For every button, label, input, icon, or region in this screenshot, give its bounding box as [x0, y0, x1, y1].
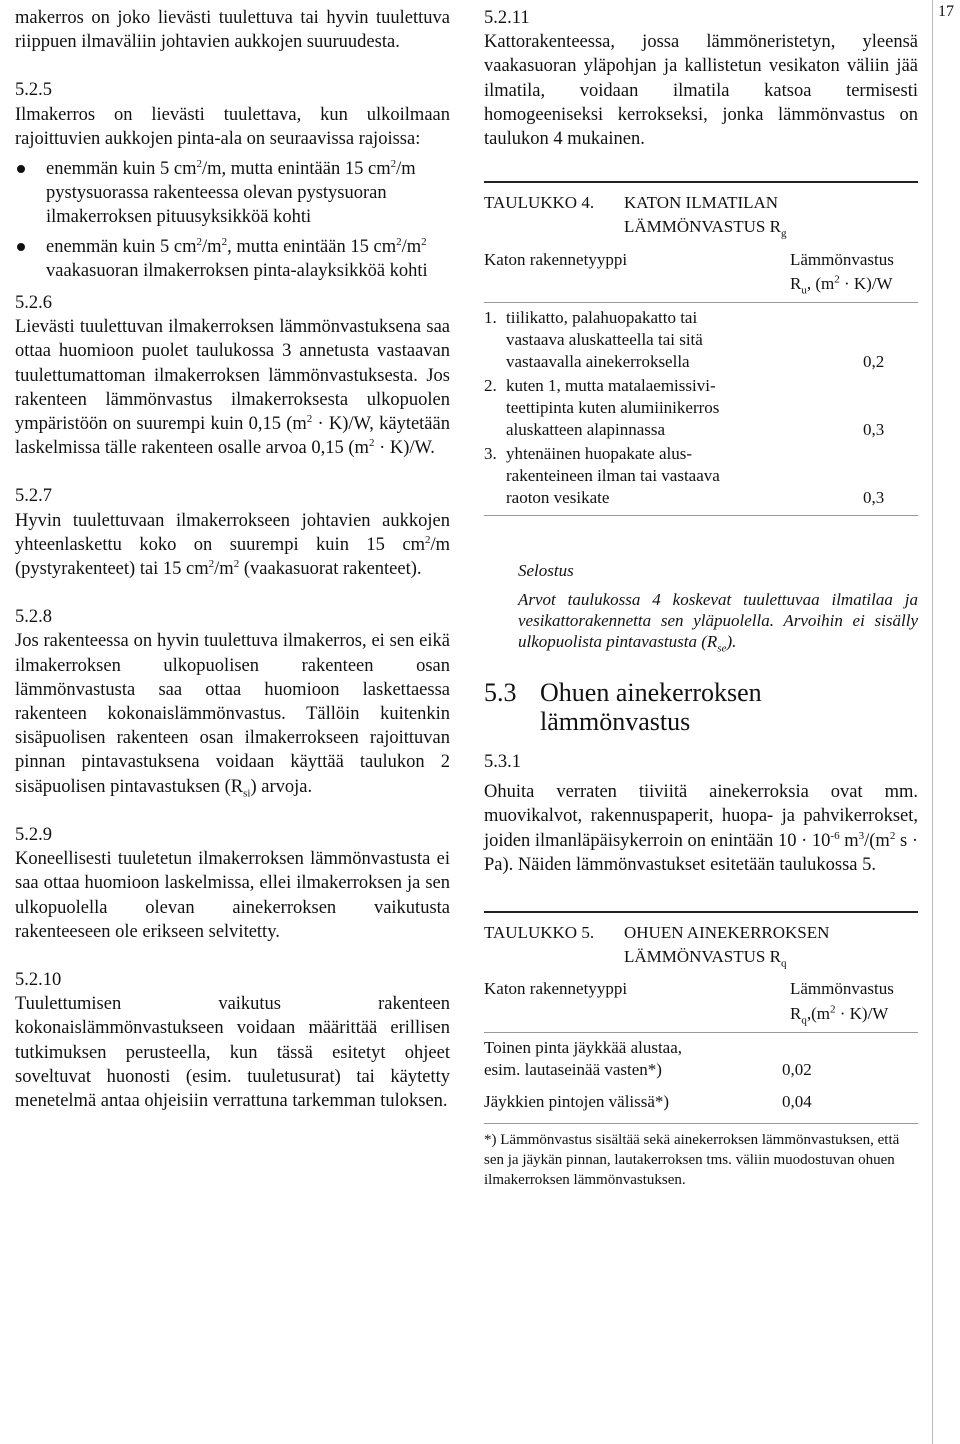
row-description: yhtenäinen huopakate alus- rakenteineen ilman tai vastaava raoton vesikate	[506, 444, 720, 508]
table-5-col2-header: Lämmönvastus $R_q,(m^2 \cdot K)/W$	[790, 979, 894, 1027]
table-5-header-rule	[484, 1032, 918, 1033]
table-5-label: TAULUKKO 5.	[484, 923, 595, 943]
section-number-5-2-10: 5.2.10	[15, 969, 62, 990]
table-4-bottom-rule	[484, 515, 918, 516]
table-4-header	[484, 248, 918, 296]
row-number: 2.	[484, 376, 497, 396]
table-row	[484, 443, 918, 509]
table-4	[484, 181, 918, 516]
table-4-title: KATON ILMATILAN LÄMMÖNVASTUS $R_g$	[624, 193, 787, 240]
page-number: 17	[938, 3, 954, 20]
section-5-2-7-text: Hyvin tuulettuvaan ilmakerrokseen johtavien aukkojen yhteenlaskettu koko on suurempi kuin 15 $cm^2/m$ (pystyrakenteet) tai 15 $cm^2/m^2$ (vaakasuorat rakenteet).	[15, 510, 450, 580]
row-description: tiilikatto, palahuopakatto tai vastaava aluskatteella tai sitä vastaavalla ainekerroksella	[506, 308, 703, 372]
table-4-label: TAULUKKO 4.	[484, 193, 595, 213]
section-5-3-1-text: Ohuita verraten tiiviitä ainekerroksia ovat mm. muovikalvot, rakennuspaperit, huopa- ja pahvikerrokset, joiden ilmanläpäisykerroin on enintään $10 \cdot 10^{-6}$ $m^3/(m^2$ s · Pa). Näiden lämmönvastukset esitetään taulukossa 5.	[484, 782, 918, 875]
row-description: kuten 1, mutta matalaemissivi- teettipinta kuten alumiinikerros aluskatteen alapinnassa	[506, 376, 720, 440]
section-5-2-11-text: Kattorakenteessa, jossa lämmöneristetyn, yleensä vaakasuoran yläpohjan ja kallistetun vesikaton väliin jää ilmatila, voidaan ilmatila katsoa termisesti homogeeniseksi kerrokseksi, jonka lämmönvastus on taulukon 4 mukainen.	[484, 32, 918, 150]
left-column	[15, 6, 450, 1113]
section-number-5-3-1: 5.3.1	[484, 752, 521, 773]
bullet-icon	[17, 165, 25, 173]
row-description: Jäykkien pintojen välissä*)	[484, 1091, 670, 1111]
note-text: Arvot taulukossa 4 koskevat tuulettuvaa ilmatilaa ja vesikattorakennetta sen yläpuolella. Arvoihin ei sisälly ulkopuolista pintavastusta $(R_{se})$.	[518, 590, 918, 655]
section-heading-5-3: 5.3 Ohuen ainekerroksen lämmönvastus	[484, 678, 762, 737]
row-number: 1.	[484, 308, 497, 328]
intro-paragraph: makerros on joko lievästi tuulettuva tai hyvin tuulettuva riippuen ilmaväliin johtavien aukkojen suuruudesta.	[15, 8, 450, 53]
section-number-5-2-5: 5.2.5	[15, 80, 52, 101]
table-4-header-rule	[484, 302, 918, 303]
table-row	[484, 375, 918, 441]
table-5-header	[484, 977, 918, 1025]
section-number-5-2-11: 5.2.11	[484, 8, 530, 28]
row-value: 0,04	[782, 1091, 812, 1111]
section-5-2-8-text: Jos rakenteessa on hyvin tuulettuva ilmakerros, ei sen eikä ilmakerroksen ulkopuolisen rakenteen osan lämmönvastusta saa ottaa huomioon laskettaessa rakenteen kokonaislämmönvastus. Tällöin kuitenkin sisäpuolisen rakenteen osan ilmakerrokseen rajoittuvan pinnan pintavastuksena voidaan käyttää taulukon 2 sisäpuolisen pintavastuksen $(R_{si})$ arvoja.	[15, 631, 450, 800]
table-5	[484, 911, 918, 1190]
section-number-5-2-8: 5.2.8	[15, 607, 52, 628]
list-item: enemmän kuin 5 $cm^2/m^2$, mutta enintään 15 $cm^2/m^2$ vaakasuoran ilmakerroksen pinta-alayksikköä kohti	[15, 235, 450, 283]
table-5-body	[484, 1037, 918, 1113]
table-5-footnote: *) Lämmönvastus sisältää sekä ainekerroksen lämmönvastuksen, että sen ja jäykän pinnan, lautakerroksen tms. väliin muodostuvan ohuen ilmakerroksen lämmönvastuksen.	[484, 1131, 900, 1188]
row-description: Toinen pinta jäykkää alustaa, esim. lautaseinää vasten*)	[484, 1037, 683, 1079]
table-5-title: OHUEN AINEKERROKSEN LÄMMÖNVASTUS $R_q$	[624, 923, 830, 970]
row-value: 0,3	[863, 420, 885, 440]
list-item: enemmän kuin 5 $cm^2/m$, mutta enintään 15 $cm^2/m$ pystysuorassa rakenteessa olevan pystysuoran ilmakerroksen pituusyksikköä kohti	[15, 157, 450, 230]
table-4-body	[484, 307, 918, 509]
table-row	[484, 1091, 918, 1113]
row-number: 3.	[484, 444, 497, 464]
section-5-2-6-text: Lievästi tuulettuvan ilmakerroksen lämmönvastuksena saa ottaa huomioon puolet taulukossa 3 annetusta vastaavan tuulettumattoman ilmakerroksen lämmönvastuksesta. Jos rakenteen lämmönvastus ilmakerroksesta ulkopuolen ympäristöön on suurempi kuin 0,15 $(m^2 \cdot K)/W$, käytetään laskelmissa tälle rakenteen osalle arvoa 0,15 $(m^2 \cdot K)/W$.	[15, 317, 450, 459]
note-heading: Selostus	[518, 561, 574, 581]
section-5-2-5-text: Ilmakerros on lievästi tuulettava, kun ulkoilmaan rajoittuvien aukkojen pinta-ala on seuraavissa rajoissa:	[15, 104, 450, 149]
margin-rule	[932, 0, 933, 1444]
table-5-bottom-rule	[484, 1123, 918, 1124]
explanation-note	[518, 560, 918, 655]
table-row	[484, 307, 918, 373]
row-value: 0,2	[863, 352, 885, 372]
section-number-5-2-9: 5.2.9	[15, 824, 52, 845]
table-4-col1-header: Katon rakennetyyppi	[484, 249, 628, 269]
section-5-2-9-text: Koneellisesti tuuletetun ilmakerroksen lämmönvastusta ei saa ottaa huomioon laskelmissa, ellei ilmakerroksen ja sen ulkopuolella olevan ainekerroksen vaikutusta rakenteeseen ole erikseen selvitetty.	[15, 849, 450, 942]
row-value: 0,3	[863, 488, 885, 508]
table-5-caption	[484, 921, 918, 969]
section-5-2-10-text: Tuulettumisen vaikutus rakenteen kokonaislämmönvastukseen voidaan määrittää erillisen tutkimuksen perusteella, kun tässä esitetyt ohjeet soveltuvat huonosti (esim. tuuletusurat) tai käytetty menetelmä antaa ohjeisiin verrattuna tarkemman tuloksen.	[15, 994, 450, 1111]
table-4-col2-header: Lämmönvastus $R_u$, $(m^2 \cdot K)/W$	[790, 249, 894, 297]
table-4-caption	[484, 191, 918, 239]
row-value: 0,02	[782, 1059, 812, 1079]
right-column	[484, 6, 918, 1190]
section-number-5-2-6: 5.2.6	[15, 293, 52, 314]
table-5-col1-header: Katon rakennetyyppi	[484, 979, 628, 999]
opening-limits-list	[15, 157, 450, 283]
section-number-5-2-7: 5.2.7	[15, 486, 52, 507]
bullet-icon	[17, 243, 25, 251]
table-row	[484, 1037, 918, 1081]
